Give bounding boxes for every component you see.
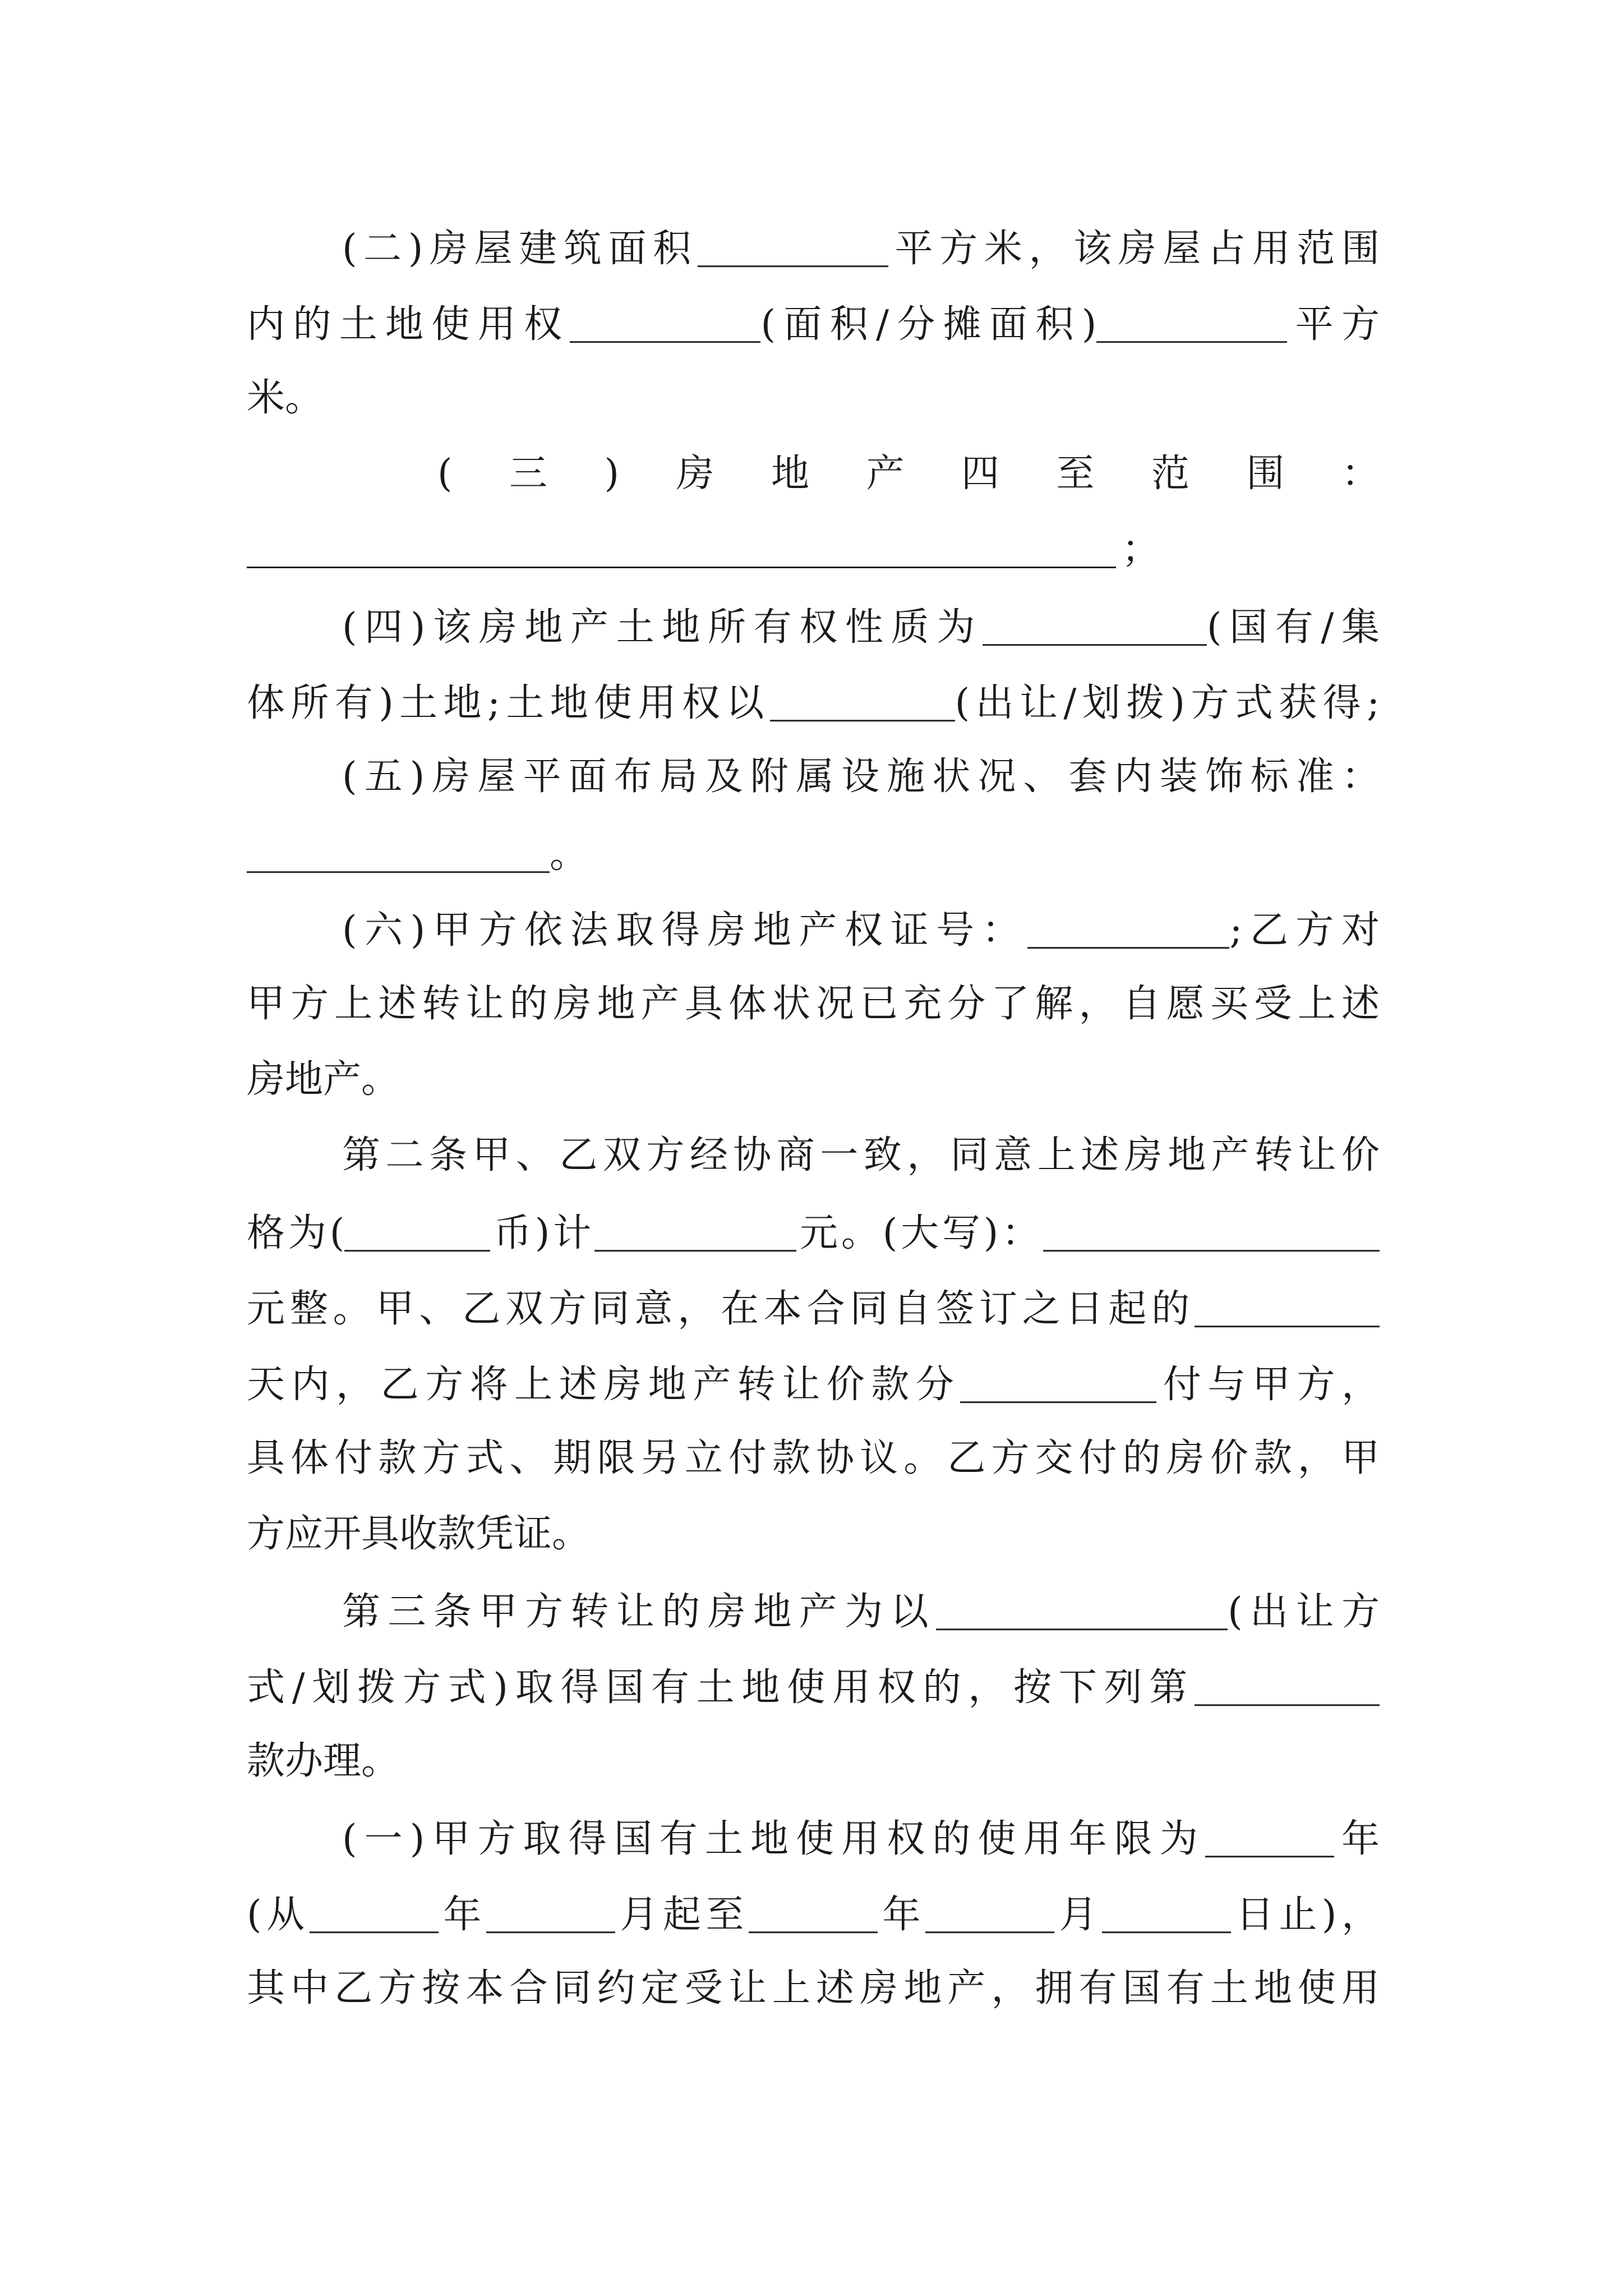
blank-field[interactable] (749, 1893, 878, 1933)
clause-char: 至 (1056, 452, 1095, 496)
article-2-line-2 (247, 1206, 1380, 1257)
blank-field[interactable] (247, 567, 1116, 568)
clause-text: 年 (878, 1893, 926, 1937)
clause-text: ;乙方对 (1229, 908, 1380, 953)
blank-field[interactable] (344, 1212, 490, 1251)
clause-text: (一)甲方取得国有土地使用权的使用年限为 (342, 1817, 1205, 1861)
clause-text: 格为( (247, 1211, 345, 1255)
clause-text: 米。 (247, 376, 324, 420)
clause-text: 第三条甲方转让的房地产为以 (342, 1590, 937, 1634)
blank-field[interactable] (1195, 1666, 1380, 1706)
clause-text: (出让方 (1228, 1590, 1380, 1634)
article-3-line-3 (247, 1736, 1380, 1787)
clause-char: 范 (1151, 452, 1189, 496)
clause-2-line-3 (247, 373, 1380, 424)
clause-text: 平方 (1287, 302, 1380, 347)
clause-char: ( (437, 452, 453, 496)
clause-text: 具体付款方式、期限另立付款协议。乙方交付的房价款，甲 (247, 1436, 1380, 1480)
article-3-sub-1-line-2 (247, 1888, 1380, 1938)
clause-char: ) (604, 452, 620, 496)
blank-field[interactable] (310, 1893, 439, 1933)
clause-text: 房地产。 (247, 1057, 400, 1102)
article-3-sub-1-line-3 (247, 1963, 1380, 2014)
article-3-line-1 (342, 1585, 1380, 1635)
blank-field[interactable] (1102, 1893, 1231, 1933)
clause-5-line-1 (342, 752, 1380, 802)
clause-3-heading (437, 449, 1380, 499)
clause-text: (四)该房地产土地所有权性质为 (342, 605, 983, 650)
clause-text: ； (1122, 527, 1160, 572)
blank-field[interactable] (486, 1893, 615, 1933)
clause-char: 三 (509, 452, 548, 496)
clause-2-line-1 (342, 222, 1380, 272)
clause-char: ： (1341, 452, 1380, 496)
clause-char: 地 (771, 452, 809, 496)
clause-text: (面积/分摊面积) (760, 302, 1097, 347)
clause-text: 甲方上述转让的房地产具体状况已充分了解，自愿买受上述 (247, 982, 1380, 1026)
blank-field[interactable] (960, 1363, 1156, 1403)
blank-field[interactable] (925, 1893, 1054, 1933)
clause-text: 式/划拨方式)取得国有土地使用权的，按下列第 (247, 1665, 1195, 1710)
clause-2-line-2 (247, 297, 1380, 348)
blank-field[interactable] (247, 833, 550, 873)
blank-field[interactable] (1096, 303, 1287, 343)
clause-text: (五)房屋平面布局及附属设施状况、套内装饰标准： (342, 754, 1380, 799)
blank-field[interactable] (983, 606, 1207, 646)
article-3-sub-1-line-1 (342, 1812, 1380, 1862)
clause-text: 其中乙方按本合同约定受让上述房地产，拥有国有土地使用 (247, 1966, 1380, 2010)
clause-char: 围 (1246, 452, 1285, 496)
clause-char: 四 (961, 452, 999, 496)
clause-char: 房 (676, 452, 714, 496)
clause-text: 第二条甲、乙双方经协商一致，同意上述房地产转让价 (342, 1133, 1380, 1177)
blank-field[interactable] (1195, 1287, 1380, 1327)
clause-text: (国有/集 (1206, 605, 1380, 650)
clause-text: 币)计 (490, 1211, 595, 1255)
clause-text: 年 (1334, 1817, 1380, 1861)
blank-field[interactable] (1043, 1212, 1380, 1251)
clause-text: (出让/划拨)方式获得; (955, 681, 1380, 725)
article-3-line-2 (247, 1660, 1380, 1711)
blank-field[interactable] (936, 1590, 1228, 1630)
clause-5-line-2 (247, 827, 1380, 878)
clause-text: 天内，乙方将上述房地产转让价款分 (247, 1363, 961, 1407)
blank-field[interactable] (1027, 909, 1229, 949)
clause-text: 元。(大写)： (796, 1211, 1044, 1255)
blank-field[interactable] (770, 682, 955, 721)
clause-text: 平方米，该房屋占用范围 (888, 227, 1380, 271)
article-2-line-4 (247, 1358, 1380, 1408)
article-2-line-1 (342, 1130, 1380, 1181)
clause-text: 内的土地使用权 (247, 302, 570, 347)
clause-text: 月起至 (615, 1893, 749, 1937)
clause-6-line-1 (342, 903, 1380, 954)
clause-text: 日止)， (1231, 1893, 1380, 1937)
clause-text: (二)房屋建筑面积 (342, 227, 698, 271)
blank-field[interactable] (1205, 1818, 1334, 1857)
clause-4-line-2 (247, 676, 1380, 726)
clause-char: 产 (866, 452, 905, 496)
clause-3-end (1122, 524, 1178, 575)
clause-text: 款办理。 (247, 1739, 400, 1783)
clause-6-line-2 (247, 979, 1380, 1029)
clause-text: 。 (550, 832, 588, 877)
clause-text: 月 (1054, 1893, 1103, 1937)
clause-6-line-3 (247, 1055, 1380, 1105)
clause-text: 元整。甲、乙双方同意，在本合同自签订之日起的 (247, 1287, 1195, 1331)
blank-field[interactable] (570, 303, 760, 343)
clause-text: 方应开具收款凭证。 (247, 1512, 591, 1556)
clause-text: 年 (438, 1893, 486, 1937)
clause-text: (六)甲方依法取得房地产权证号： (342, 908, 1028, 953)
article-2-line-5 (247, 1433, 1380, 1484)
clause-text: (从 (247, 1893, 310, 1937)
blank-field[interactable] (594, 1212, 796, 1251)
article-2-line-6 (247, 1509, 1380, 1559)
clause-text: 付与甲方， (1156, 1363, 1380, 1407)
blank-field[interactable] (698, 227, 888, 267)
article-2-line-3 (247, 1282, 1380, 1332)
clause-4-line-1 (342, 600, 1380, 651)
clause-text: 体所有)土地;土地使用权以 (247, 681, 770, 725)
